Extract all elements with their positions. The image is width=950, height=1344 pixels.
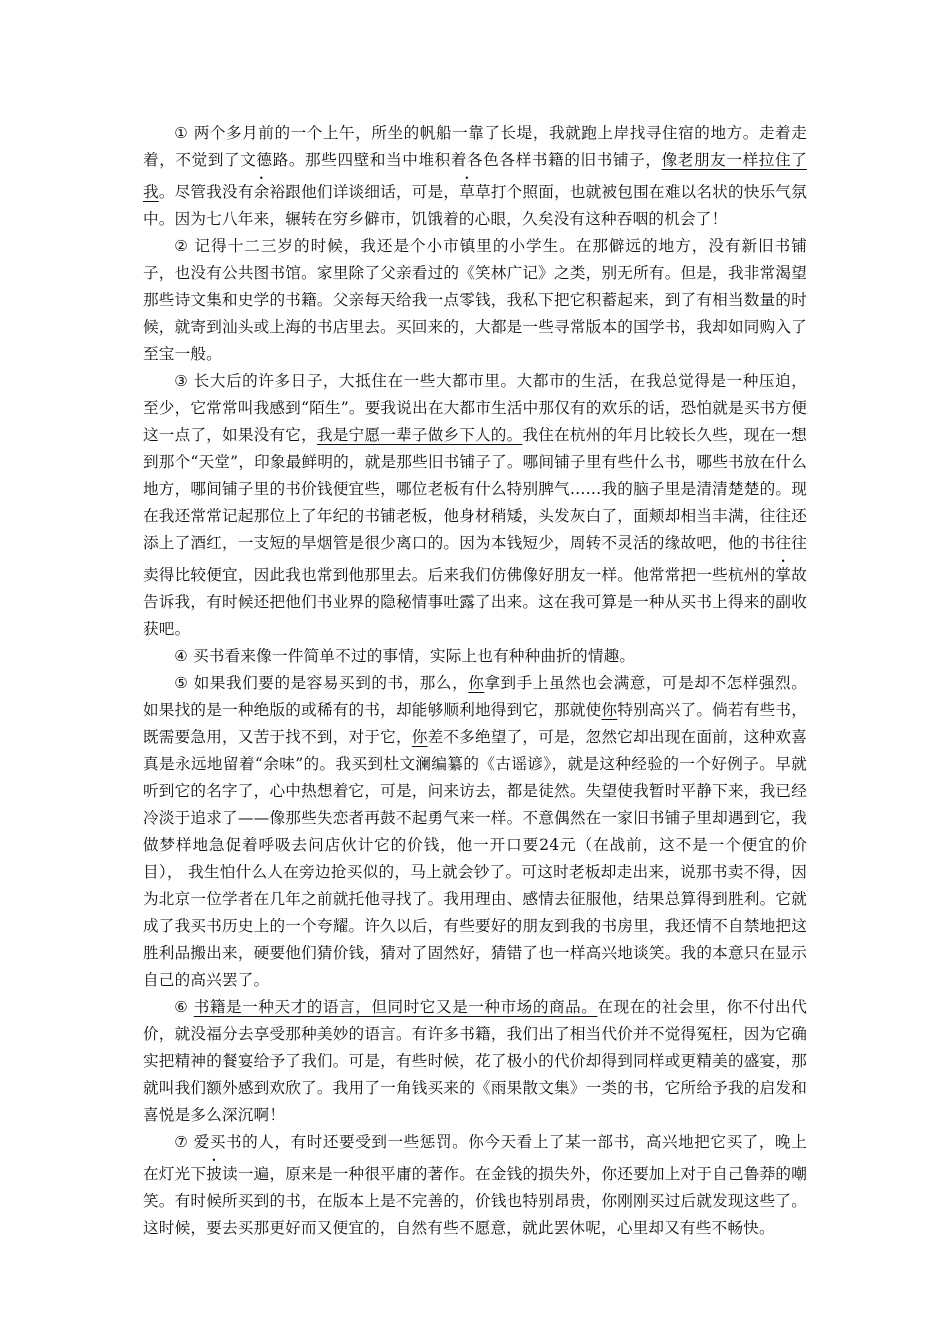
- underlined-phrase: 你: [468, 674, 485, 692]
- paragraph-6: [143, 994, 807, 1129]
- emphasized-character: 草: [459, 183, 476, 201]
- emphasized-character: 余: [253, 183, 270, 201]
- paragraph-2: [143, 233, 807, 368]
- emphasized-character: 掌: [775, 566, 792, 584]
- paragraph-number: ①: [174, 124, 189, 142]
- text-segment: 两个多月前的一个上午，所坐的帆船一靠了长堤，我就跑上岸找寻住宿的地方。走着走着，不觉到了文德路。那些四壁和当中堆积着各色各样书籍的旧书铺子，: [143, 124, 807, 169]
- text-segment: 拿到手上虽然也会满意，可是却不怎样强烈。如果找的是一种绝版的或稀有的书，却能够顺利地得到它，那就使: [143, 674, 807, 719]
- paragraph-1: [143, 120, 807, 233]
- underlined-phrase: 我是宁愿一辈子做乡下人的。: [316, 426, 523, 444]
- paragraph-number: ⑦: [174, 1133, 189, 1151]
- text-segment: 。尽管我没有: [158, 183, 254, 201]
- paragraph-number: ⑥: [174, 998, 189, 1016]
- text-segment: 特别高兴了。倘若有些书，既需要急用，又苦于找不到，对于它，: [143, 701, 807, 746]
- paragraph-3: [143, 368, 807, 643]
- text-segment: 长大后的许多日子，大抵住在一些大都市里。大都市的生活，在我总觉得是一种压迫，至少，它常常叫我感到“陌生”。要我说出在大都市生活中那仅有的欢乐的话，恐怕就是买书方便这一点了，如果没有它，: [143, 372, 807, 444]
- emphasized-character: 披: [206, 1165, 223, 1183]
- text-segment: 裕跟他们详谈细话，可是，: [269, 183, 460, 201]
- underlined-phrase: 书籍是一种天才的语言，但同时它又是一种市场的商品。: [193, 998, 598, 1016]
- paragraph-number: ⑤: [174, 674, 189, 692]
- text-segment: 差不多绝望了，可是，忽然它却出现在面前，这种欢喜真是永远地留着“余味”的。我买到杜文澜编纂的《古谣谚》，就是这种经验的一个好例子。早就听到它的名字了，心中热想着它，可是，问来访去，都是徒然。失望使我暂时平静下来，我已经冷淡于追求了——像那些失恋者再鼓不起勇气来一样。不意偶然在一家旧书铺子里却遇到它，我做梦样地急促着呼吸去问店伙计它的价钱，他一开口要24元（在战前，这不是一个便宜的价目）， 我生怕什么人在旁边抢买似的，马上就会钞了。可这时老板却走出来，说那书卖不得，因为北京一位学者在几年之前就托他寻找了。我用理由、感情去征服他，结果总算得到胜利。它就成了我买书历史上的一个夸耀。许久以后，有些要好的朋友到我的书房里，我还情不自禁地把这胜利品搬出来，硬要他们猜价钱，猜对了固然好，猜错了也一样高兴地谈笑。我的本意只在显示自己的高兴罢了。: [143, 728, 807, 989]
- underlined-phrase: 你: [601, 701, 618, 719]
- text-segment: 买书看来像一件简单不过的事情，实际上也有种种曲折的情趣。: [187, 647, 636, 665]
- text-segment: 故告诉我，有时候还把他们书业界的隐秘情事吐露了出来。这在我可算是一种从买书上得来的副收获吧。: [143, 566, 807, 638]
- underlined-phrase: 像老朋友一样拉住了我: [143, 151, 807, 201]
- paragraph-5: [143, 670, 807, 994]
- article: [143, 120, 807, 1242]
- text-segment: 如果我们要的是容易买到的书，那么，: [188, 674, 469, 692]
- paragraph-number: ②: [174, 237, 189, 255]
- text-segment: 记得十二三岁的时候，我还是个小市镇里的小学生。在那僻远的地方，没有新旧书铺子，也没有公共图书馆。家里除了父亲看过的《笑林广记》之类，别无所有。但是，我非常渴望那些诗文集和史学的书籍。父亲每天给我一点零钱，我私下把它积蓄起来，到了有相当数量的时候，就寄到汕头或上海的书店里去。买回来的，大都是一些寻常版本的国学书，我却如同购入了至宝一般。: [143, 237, 807, 363]
- text-segment: 在现在的社会里，你不付出代价，就没福分去享受那种美妙的语言。有许多书籍，我们出了相当代价并不觉得冤枉，因为它确实把精神的餐宴给予了我们。可是，有些时候，花了极小的代价却得到同样或更精美的盛宴，那就叫我们额外感到欢欣了。我用了一角钱买来的《雨果散文集》一类的书，它所给予我的启发和喜悦是多么深沉啊！: [143, 998, 807, 1124]
- text-segment: 爱买书的人，有时还要受到一些惩罚。你今天看上了某一部书，高兴地把它买了，晚上在灯光下: [143, 1133, 807, 1183]
- paragraph-number: ④: [174, 647, 188, 665]
- underlined-phrase: 你: [411, 728, 428, 746]
- paragraph-number: ③: [174, 372, 189, 390]
- paragraph-4: [143, 643, 807, 670]
- paragraph-7: [143, 1129, 807, 1242]
- text-segment: 我住在杭州的年月比较长久些，现在一想到那个“天堂”，印象最鲜明的，就是那些旧书铺子了。哪间铺子里有些什么书，哪些书放在什么地方，哪间铺子里的书价钱便宜些，哪位老板有什么特别脾气……我的脑子里是清清楚楚的。现在我还常常记起那位上了年纪的书铺老板，他身材稍矮，头发灰白了，面颊却相当丰满，往往还添上了酒红，一支短的旱烟管是很少离口的。因为本钱短少，周转不灵活的缘故吧，他的书往往卖得比较便宜，因此我也常到他那里去。后来我们仿佛像好朋友一样。他常常把一些杭州的: [143, 426, 807, 584]
- text-segment: 草打个照面，也就被包围在难以名状的快乐气氛中。因为七八年来，辗转在穷乡僻市，饥饿着的心眼，久矣没有这种吞咽的机会了！: [143, 183, 807, 228]
- text-segment: 读一遍，原来是一种很平庸的著作。在金钱的损失外，你还要加上对于自己鲁莽的嘲笑。有时候所买到的书，在版本上是不完善的，价钱也特别昂贵，你刚刚买过后就发现这些了。这时候，要去买那更好而又便宜的，自然有些不愿意，就此罢休呢，心里却又有些不畅快。: [143, 1165, 807, 1237]
